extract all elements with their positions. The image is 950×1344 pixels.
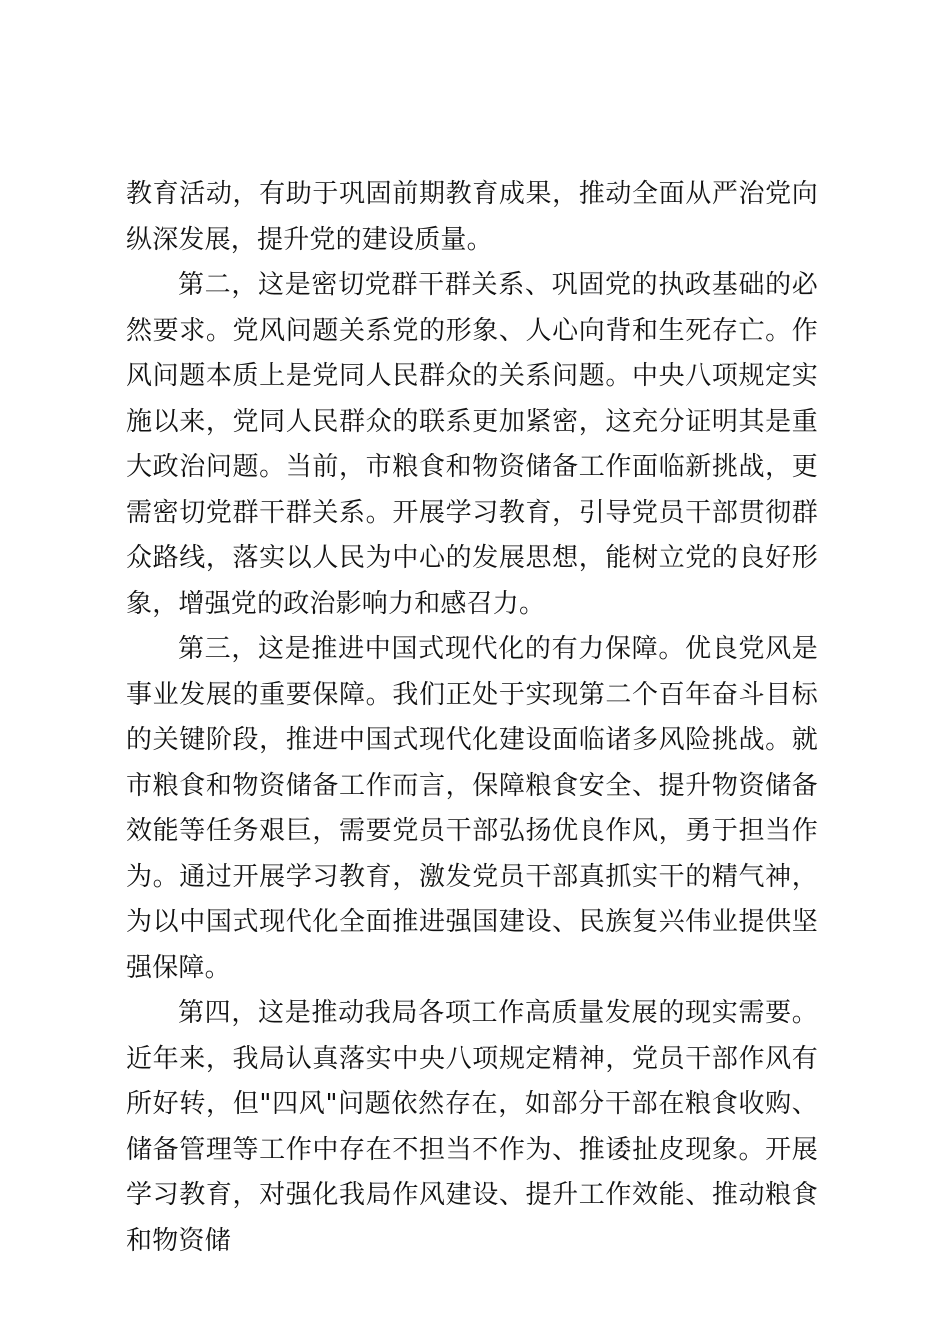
paragraph-third-point: 第三，这是推进中国式现代化的有力保障。优良党风是事业发展的重要保障。我们正处于实现第二个百年奋斗目标的关键阶段，推进中国式现代化建设面临诸多风险挑战。就市粮食和物资储备工作而言，保障粮食安全、提升物资储备效能等任务艰巨，需要党员干部弘扬优良作风，勇于担当作为。通过开展学习教育，激发党员干部真抓实干的精气神，为以中国式现代化全面推进强国建设、民族复兴伟业提供坚强保障。 (126, 634, 818, 983)
paragraph-fourth-point: 第四，这是推动我局各项工作高质量发展的现实需要。近年来，我局认真落实中央八项规定精神，党员干部作风有所好转，但"四风"问题依然存在，如部分干部在粮食收购、储备管理等工作中存在不担当不作为、推诿扯皮现象。开展学习教育，对强化我局作风建设、提升工作效能、推动粮食和物资储 (126, 998, 818, 1256)
document-body (126, 172, 818, 1264)
paragraph-second-point: 第二，这是密切党群干群关系、巩固党的执政基础的必然要求。党风问题关系党的形象、人心向背和生死存亡。作风问题本质上是党同人民群众的关系问题。中央八项规定实施以来，党同人民群众的联系更加紧密，这充分证明其是重大政治问题。当前，市粮食和物资储备工作面临新挑战，更需密切党群干群关系。开展学习教育，引导党员干部贯彻群众路线，落实以人民为中心的发展思想，能树立党的良好形象，增强党的政治影响力和感召力。 (126, 270, 818, 619)
paragraph-continuation: 教育活动，有助于巩固前期教育成果，推动全面从严治党向纵深发展，提升党的建设质量。 (126, 179, 818, 255)
